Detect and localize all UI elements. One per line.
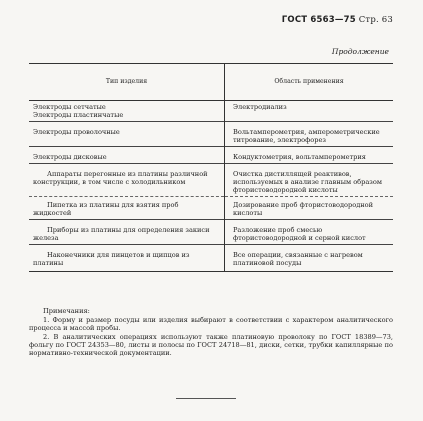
notes-section — [29, 307, 393, 357]
page-number: Стр. 63 — [358, 15, 393, 25]
table-row — [29, 245, 393, 272]
application-cell: Кондуктометрия, вольтамперометрия — [225, 147, 394, 164]
application-cell: Вольтамперометрия, амперометрические титрование, электрофорез — [225, 122, 394, 147]
page-header — [282, 15, 393, 25]
table-row — [29, 101, 393, 122]
note-item: 1. Форму и размер посуды или изделия выбирают в соответствии с характером аналитического процесса и массой пробы. — [29, 316, 393, 333]
product-cell: Аппараты перегонные из платины различной конструкции, в том числе с холодильником — [29, 164, 225, 197]
table-header-row — [29, 64, 393, 101]
product-cell: Электроды проволочные — [29, 122, 225, 147]
application-cell: Дозирование проб фтористоводородной кислоты — [225, 197, 394, 220]
footer-divider — [176, 398, 236, 399]
application-cell: Электродиализ — [233, 103, 287, 111]
table-row — [29, 164, 393, 197]
continued-label: Продолжение — [331, 47, 389, 56]
table-row — [29, 122, 393, 147]
notes-title: Примечания: — [43, 307, 90, 315]
product-cell: Электроды дисковые — [29, 147, 225, 164]
standard-number: ГОСТ 6563—75 — [281, 15, 356, 25]
note-item: 2. В аналитических операциях используют также платиновую проволоку по ГОСТ 18389—73, фольгу по ГОСТ 24353—80, листы и полосы по ГОСТ 24718—81, диски, сетки, трубки капиллярные по нормативно-технической документации. — [29, 332, 393, 358]
product-cell: Приборы из платины для определения закиси железа — [29, 220, 225, 245]
application-cell: Все операции, связанные с нагревом платиновой посуды — [225, 245, 394, 272]
table-row — [29, 147, 393, 164]
table-row — [29, 197, 393, 220]
product-cell: Электроды сетчатые Электроды пластинчатые — [29, 101, 225, 122]
product-cell: Наконечники для пинцетов и щипцов из платины — [29, 245, 225, 272]
application-cell: Разложение проб смесью фтористоводородной и серной кислот — [225, 220, 394, 245]
column-header-product: Тип изделия — [29, 64, 225, 101]
application-cell: Очистка дистиллящей реактивов, используемых в анализе главным образом фтористоводородной кислоты — [225, 164, 394, 197]
table-row — [29, 220, 393, 245]
product-cell: Пипетка из платины для взятия проб жидкостей — [29, 197, 225, 220]
products-table — [29, 63, 393, 272]
column-header-application: Область применения — [225, 64, 394, 101]
